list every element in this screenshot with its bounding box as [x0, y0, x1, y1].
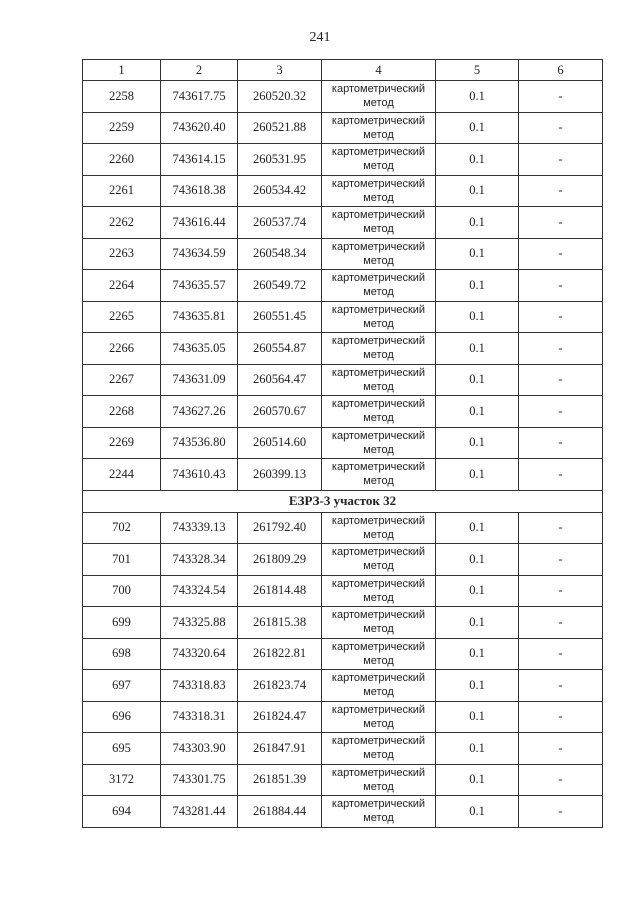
method-line-2: метод — [363, 223, 394, 236]
method-line-2: метод — [363, 286, 394, 299]
accuracy-cell: 0.1 — [436, 396, 519, 428]
table-row — [83, 81, 603, 113]
x-coordinate-cell: 743325.88 — [161, 607, 238, 639]
x-coordinate-cell: 743617.75 — [161, 81, 238, 113]
y-coordinate-cell: 260554.87 — [238, 333, 322, 365]
note-cell: - — [519, 81, 603, 113]
method-line-1: картометрический — [331, 514, 426, 527]
method-cell — [322, 364, 436, 396]
method-line-1: картометрический — [331, 429, 426, 442]
point-number-cell: 2268 — [83, 396, 161, 428]
y-coordinate-cell: 260399.13 — [238, 459, 322, 491]
note-cell: - — [519, 301, 603, 333]
accuracy-cell: 0.1 — [436, 364, 519, 396]
point-number-cell: 2262 — [83, 207, 161, 239]
method-line-1: картометрический — [331, 735, 426, 748]
y-coordinate-cell: 260548.34 — [238, 238, 322, 270]
method-line-1: картометрический — [331, 609, 426, 622]
x-coordinate-cell: 743614.15 — [161, 144, 238, 176]
point-number-cell: 2266 — [83, 333, 161, 365]
accuracy-cell: 0.1 — [436, 301, 519, 333]
method-line-2: метод — [363, 475, 394, 488]
table-row — [83, 112, 603, 144]
accuracy-cell: 0.1 — [436, 670, 519, 702]
method-cell — [322, 112, 436, 144]
point-number-cell: 2269 — [83, 427, 161, 459]
x-coordinate-cell: 743616.44 — [161, 207, 238, 239]
table-row — [83, 207, 603, 239]
table-row — [83, 144, 603, 176]
method-cell — [322, 175, 436, 207]
method-line-2: метод — [363, 380, 394, 393]
method-line-1: картометрический — [331, 335, 426, 348]
x-coordinate-cell: 743634.59 — [161, 238, 238, 270]
x-coordinate-cell: 743281.44 — [161, 796, 238, 828]
table-row — [83, 301, 603, 333]
method-cell — [322, 270, 436, 302]
y-coordinate-cell: 261814.48 — [238, 575, 322, 607]
x-coordinate-cell: 743635.05 — [161, 333, 238, 365]
method-line-2: метод — [363, 717, 394, 730]
x-coordinate-cell: 743635.57 — [161, 270, 238, 302]
x-coordinate-cell: 743631.09 — [161, 364, 238, 396]
x-coordinate-cell: 743303.90 — [161, 733, 238, 765]
method-line-2: метод — [363, 528, 394, 541]
method-cell — [322, 638, 436, 670]
y-coordinate-cell: 261815.38 — [238, 607, 322, 639]
column-header: 5 — [436, 60, 519, 81]
method-cell — [322, 764, 436, 796]
note-cell: - — [519, 764, 603, 796]
point-number-cell: 2258 — [83, 81, 161, 113]
y-coordinate-cell: 260534.42 — [238, 175, 322, 207]
table-row — [83, 733, 603, 765]
method-line-2: метод — [363, 560, 394, 573]
method-line-2: метод — [363, 780, 394, 793]
method-line-2: метод — [363, 412, 394, 425]
method-line-2: метод — [363, 254, 394, 267]
x-coordinate-cell: 743627.26 — [161, 396, 238, 428]
method-cell — [322, 238, 436, 270]
method-line-1: картометрический — [331, 272, 426, 285]
y-coordinate-cell: 261847.91 — [238, 733, 322, 765]
point-number-cell: 2263 — [83, 238, 161, 270]
column-header: 4 — [322, 60, 436, 81]
table-row — [83, 396, 603, 428]
method-cell — [322, 575, 436, 607]
x-coordinate-cell: 743301.75 — [161, 764, 238, 796]
note-cell: - — [519, 364, 603, 396]
table-row — [83, 238, 603, 270]
x-coordinate-cell: 743635.81 — [161, 301, 238, 333]
table-row — [83, 607, 603, 639]
table-row — [83, 796, 603, 828]
method-line-1: картометрический — [331, 577, 426, 590]
method-line-1: картометрический — [331, 461, 426, 474]
point-number-cell: 700 — [83, 575, 161, 607]
method-line-2: метод — [363, 443, 394, 456]
table-row — [83, 333, 603, 365]
point-number-cell: 701 — [83, 544, 161, 576]
point-number-cell: 2260 — [83, 144, 161, 176]
y-coordinate-cell: 261792.40 — [238, 512, 322, 544]
method-line-1: картометрический — [331, 146, 426, 159]
method-cell — [322, 207, 436, 239]
point-number-cell: 696 — [83, 701, 161, 733]
method-line-1: картометрический — [331, 114, 426, 127]
column-header: 3 — [238, 60, 322, 81]
accuracy-cell: 0.1 — [436, 575, 519, 607]
y-coordinate-cell: 260564.47 — [238, 364, 322, 396]
accuracy-cell: 0.1 — [436, 701, 519, 733]
method-cell — [322, 701, 436, 733]
table-row — [83, 670, 603, 702]
x-coordinate-cell: 743536.80 — [161, 427, 238, 459]
note-cell: - — [519, 670, 603, 702]
method-cell — [322, 544, 436, 576]
method-line-2: метод — [363, 97, 394, 110]
accuracy-cell: 0.1 — [436, 459, 519, 491]
note-cell: - — [519, 733, 603, 765]
accuracy-cell: 0.1 — [436, 333, 519, 365]
y-coordinate-cell: 261822.81 — [238, 638, 322, 670]
x-coordinate-cell: 743324.54 — [161, 575, 238, 607]
point-number-cell: 695 — [83, 733, 161, 765]
note-cell: - — [519, 427, 603, 459]
method-line-1: картометрический — [331, 209, 426, 222]
method-cell — [322, 144, 436, 176]
point-number-cell: 2267 — [83, 364, 161, 396]
method-cell — [322, 459, 436, 491]
method-line-2: метод — [363, 191, 394, 204]
x-coordinate-cell: 743318.83 — [161, 670, 238, 702]
y-coordinate-cell: 261884.44 — [238, 796, 322, 828]
note-cell: - — [519, 459, 603, 491]
method-line-1: картометрический — [331, 240, 426, 253]
method-cell — [322, 427, 436, 459]
point-number-cell: 3172 — [83, 764, 161, 796]
method-line-2: метод — [363, 686, 394, 699]
y-coordinate-cell: 260521.88 — [238, 112, 322, 144]
x-coordinate-cell: 743328.34 — [161, 544, 238, 576]
point-number-cell: 702 — [83, 512, 161, 544]
y-coordinate-cell: 260531.95 — [238, 144, 322, 176]
method-line-2: метод — [363, 160, 394, 173]
method-cell — [322, 607, 436, 639]
method-line-2: метод — [363, 749, 394, 762]
note-cell: - — [519, 238, 603, 270]
accuracy-cell: 0.1 — [436, 238, 519, 270]
method-line-2: метод — [363, 317, 394, 330]
method-cell — [322, 733, 436, 765]
method-cell — [322, 512, 436, 544]
y-coordinate-cell: 260520.32 — [238, 81, 322, 113]
accuracy-cell: 0.1 — [436, 427, 519, 459]
method-cell — [322, 670, 436, 702]
y-coordinate-cell: 260551.45 — [238, 301, 322, 333]
accuracy-cell: 0.1 — [436, 207, 519, 239]
note-cell: - — [519, 175, 603, 207]
method-line-1: картометрический — [331, 546, 426, 559]
table-body — [83, 60, 603, 828]
accuracy-cell: 0.1 — [436, 270, 519, 302]
note-cell: - — [519, 112, 603, 144]
y-coordinate-cell: 261851.39 — [238, 764, 322, 796]
accuracy-cell: 0.1 — [436, 544, 519, 576]
accuracy-cell: 0.1 — [436, 638, 519, 670]
x-coordinate-cell: 743620.40 — [161, 112, 238, 144]
note-cell: - — [519, 701, 603, 733]
note-cell: - — [519, 638, 603, 670]
method-line-2: метод — [363, 623, 394, 636]
method-line-1: картометрический — [331, 798, 426, 811]
method-cell — [322, 396, 436, 428]
accuracy-cell: 0.1 — [436, 796, 519, 828]
note-cell: - — [519, 396, 603, 428]
table-row — [83, 364, 603, 396]
note-cell: - — [519, 544, 603, 576]
x-coordinate-cell: 743320.64 — [161, 638, 238, 670]
coordinates-table — [82, 59, 603, 828]
page-number: 241 — [309, 30, 331, 45]
note-cell: - — [519, 207, 603, 239]
method-cell — [322, 796, 436, 828]
table-row — [83, 459, 603, 491]
column-header: 6 — [519, 60, 603, 81]
note-cell: - — [519, 333, 603, 365]
note-cell: - — [519, 607, 603, 639]
y-coordinate-cell: 261809.29 — [238, 544, 322, 576]
point-number-cell: 2264 — [83, 270, 161, 302]
method-cell — [322, 333, 436, 365]
table-row — [83, 701, 603, 733]
x-coordinate-cell: 743318.31 — [161, 701, 238, 733]
method-line-1: картометрический — [331, 83, 426, 96]
table-row — [83, 544, 603, 576]
method-line-1: картометрический — [331, 672, 426, 685]
accuracy-cell: 0.1 — [436, 144, 519, 176]
table-row — [83, 270, 603, 302]
method-line-2: метод — [363, 128, 394, 141]
point-number-cell: 2259 — [83, 112, 161, 144]
header-row — [83, 60, 603, 81]
section-row — [83, 490, 603, 512]
method-line-1: картометрический — [331, 766, 426, 779]
accuracy-cell: 0.1 — [436, 607, 519, 639]
note-cell: - — [519, 796, 603, 828]
column-header: 2 — [161, 60, 238, 81]
method-line-2: метод — [363, 591, 394, 604]
table-row — [83, 175, 603, 207]
point-number-cell: 699 — [83, 607, 161, 639]
method-line-2: метод — [363, 654, 394, 667]
x-coordinate-cell: 743339.13 — [161, 512, 238, 544]
accuracy-cell: 0.1 — [436, 112, 519, 144]
y-coordinate-cell: 261824.47 — [238, 701, 322, 733]
note-cell: - — [519, 512, 603, 544]
method-line-1: картометрический — [331, 177, 426, 190]
y-coordinate-cell: 260570.67 — [238, 396, 322, 428]
x-coordinate-cell: 743618.38 — [161, 175, 238, 207]
method-cell — [322, 81, 436, 113]
point-number-cell: 694 — [83, 796, 161, 828]
point-number-cell: 698 — [83, 638, 161, 670]
note-cell: - — [519, 144, 603, 176]
method-line-1: картометрический — [331, 640, 426, 653]
table-row — [83, 764, 603, 796]
y-coordinate-cell: 260514.60 — [238, 427, 322, 459]
note-cell: - — [519, 575, 603, 607]
table-row — [83, 638, 603, 670]
x-coordinate-cell: 743610.43 — [161, 459, 238, 491]
accuracy-cell: 0.1 — [436, 764, 519, 796]
y-coordinate-cell: 261823.74 — [238, 670, 322, 702]
accuracy-cell: 0.1 — [436, 175, 519, 207]
table-row — [83, 575, 603, 607]
point-number-cell: 2265 — [83, 301, 161, 333]
method-line-1: картометрический — [331, 366, 426, 379]
method-line-2: метод — [363, 812, 394, 825]
method-line-2: метод — [363, 349, 394, 362]
accuracy-cell: 0.1 — [436, 512, 519, 544]
y-coordinate-cell: 260549.72 — [238, 270, 322, 302]
accuracy-cell: 0.1 — [436, 733, 519, 765]
method-line-1: картометрический — [331, 303, 426, 316]
y-coordinate-cell: 260537.74 — [238, 207, 322, 239]
column-header: 1 — [83, 60, 161, 81]
method-line-1: картометрический — [331, 398, 426, 411]
section-title: ЕЗРЗ-3 участок 32 — [83, 490, 603, 512]
method-line-1: картометрический — [331, 703, 426, 716]
point-number-cell: 2244 — [83, 459, 161, 491]
table-row — [83, 512, 603, 544]
point-number-cell: 697 — [83, 670, 161, 702]
note-cell: - — [519, 270, 603, 302]
table-row — [83, 427, 603, 459]
accuracy-cell: 0.1 — [436, 81, 519, 113]
point-number-cell: 2261 — [83, 175, 161, 207]
method-cell — [322, 301, 436, 333]
